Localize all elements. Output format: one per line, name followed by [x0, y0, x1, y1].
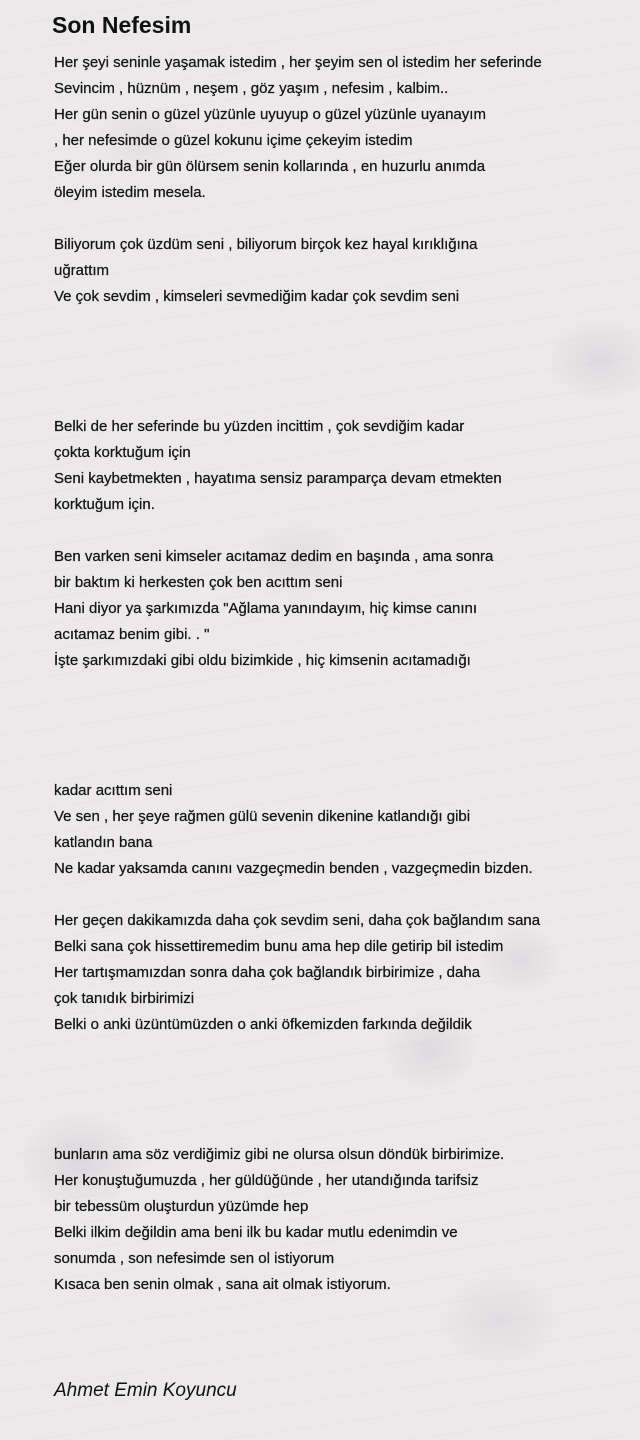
poem-line: Ben varken seni kimseler acıtamaz dedim en başında , ama sonra: [54, 548, 494, 565]
poem-line: Belki sana çok hissettiremedim bunu ama hep dile getirip bil istedim: [54, 938, 504, 955]
poem-title: Son Nefesim: [52, 12, 192, 38]
poem-blank-line: [54, 1116, 634, 1142]
poem-line: bir baktım ki herkesten çok ben acıttım seni: [54, 574, 343, 591]
poem-line: öleyim istedim mesela.: [54, 184, 206, 201]
poem-line: katlandın bana: [54, 834, 153, 851]
poem-line: Sevincim , hüznüm , neşem , göz yaşım , nefesim , kalbim..: [54, 80, 449, 97]
poem-line: Her konuştuğumuzda , her güldüğünde , her utandığında tarifsiz: [54, 1172, 479, 1189]
poem-blank-line: [54, 336, 634, 362]
poem-line: Kısaca ben senin olmak , sana ait olmak istiyorum.: [54, 1276, 391, 1293]
poem-line: Belki o anki üzüntümüzden o anki öfkemizden farkında değildik: [54, 1016, 472, 1033]
poem-blank-line: [54, 1090, 634, 1116]
poem-line: bunların ama söz verdiğimiz gibi ne olursa olsun döndük birbirimize.: [54, 1146, 505, 1163]
poem-line: Belki de her seferinde bu yüzden incittim , çok sevdiğim kadar: [54, 418, 465, 435]
poem-blank-line: [54, 206, 634, 232]
poem-blank-line: [54, 700, 634, 726]
poem-line: korktuğum için.: [54, 496, 155, 513]
poem-line: kadar acıttım seni: [54, 782, 173, 799]
poem-line: uğrattım: [54, 262, 110, 279]
poem-line: Biliyorum çok üzdüm seni , biliyorum birçok kez hayal kırıklığına: [54, 236, 478, 253]
poem-line: Belki ilkim değildin ama beni ilk bu kadar mutlu edenimdin ve: [54, 1224, 458, 1241]
poem-line: çok tanıdık birbirimizi: [54, 990, 195, 1007]
poem-author: Ahmet Emin Koyuncu: [54, 1380, 237, 1401]
poem-line: Seni kaybetmekten , hayatıma sensiz paramparça devam etmekten: [54, 470, 502, 487]
poem-blank-line: [54, 388, 634, 414]
poem-line: Ve çok sevdim , kimseleri sevmediğim kadar çok sevdim seni: [54, 288, 460, 305]
poem-line: Ne kadar yaksamda canını vazgeçmedin benden , vazgeçmedin bizden.: [54, 860, 533, 877]
poem-line: bir tebessüm oluşturdun yüzümde hep: [54, 1198, 309, 1215]
poem-blank-line: [54, 1038, 634, 1064]
poem-blank-line: [54, 674, 634, 700]
poem-blank-line: [54, 882, 634, 908]
poem-line: İşte şarkımızdaki gibi oldu bizimkide , hiç kimsenin acıtamadığı: [54, 652, 471, 669]
poem-blank-line: [54, 1064, 634, 1090]
poem-line: Hani diyor ya şarkımızda "Ağlama yanındayım, hiç kimse canını: [54, 600, 477, 617]
poem-line: acıtamaz benim gibi. . ": [54, 626, 210, 643]
poem-line: sonumda , son nefesimde sen ol istiyorum: [54, 1250, 335, 1267]
poem-blank-line: [54, 310, 634, 336]
poem-line: Eğer olurda bir gün ölürsem senin kollarında , en huzurlu anımda: [54, 158, 486, 175]
poem-line: Her tartışmamızdan sonra daha çok bağlandık birbirimize , daha: [54, 964, 481, 981]
poem-line: Ve sen , her şeye rağmen gülü sevenin dikenine katlandığı gibi: [54, 808, 471, 825]
poem-blank-line: [54, 362, 634, 388]
poem-blank-line: [54, 752, 634, 778]
poem-line: , her nefesimde o güzel kokunu içime çekeyim istedim: [54, 132, 413, 149]
poem-line: Her şeyi seninle yaşamak istedim , her şeyim sen ol istedim her seferinde: [54, 54, 542, 71]
poem-line: Her geçen dakikamızda daha çok sevdim seni, daha çok bağlandım sana: [54, 912, 541, 929]
poem-line: Her gün senin o güzel yüzünle uyuyup o güzel yüzünle uyanayım: [54, 106, 486, 123]
poem-blank-line: [54, 518, 634, 544]
poem-body: [54, 50, 634, 1298]
poem-line: çokta korktuğum için: [54, 444, 191, 461]
poem-blank-line: [54, 726, 634, 752]
